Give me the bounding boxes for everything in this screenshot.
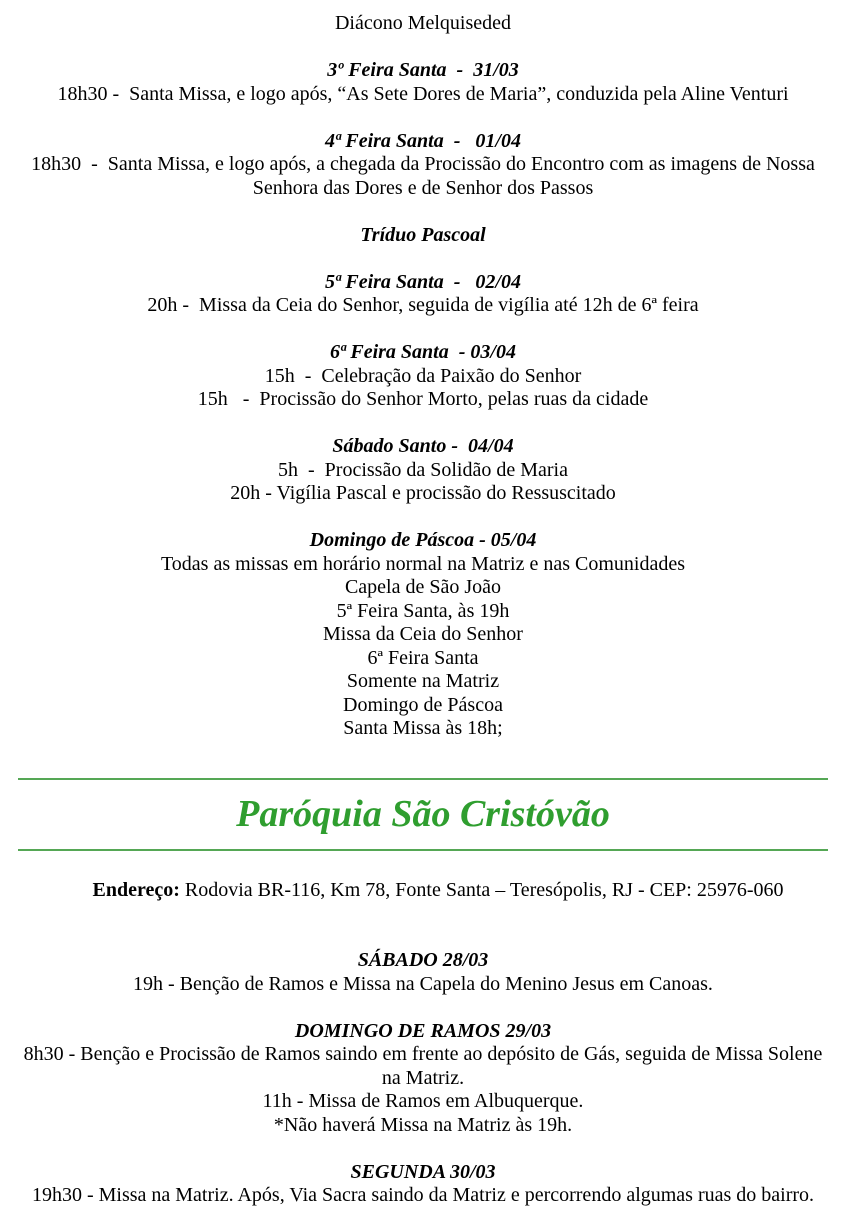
section-heading: 6ª Feira Santa - 03/04 [330, 341, 516, 363]
holy-week-schedule [18, 36, 828, 741]
schedule-line: Todas as missas em horário normal na Matriz e nas Comunidades [160, 552, 686, 575]
schedule-line: 5ª Feira Santa, às 19h [336, 599, 510, 622]
spacer [18, 106, 828, 130]
section-heading: SÁBADO 28/03 [357, 949, 489, 971]
schedule-line: 8h30 - Benção e Procissão de Ramos saindo em frente ao depósito de Gás, seguida de Missa Solene na Matriz. [23, 1043, 828, 1089]
schedule-line: 20h - Vigília Pascal e procissão do Ressuscitado [230, 482, 616, 504]
spacer [18, 200, 828, 224]
schedule-line: Santa Missa às 18h; [343, 717, 503, 739]
section-heading: Domingo de Páscoa - 05/04 [309, 529, 537, 551]
schedule-line: 19h30 - Missa na Matriz. Após, Via Sacra saindo da Matriz e percorrendo algumas ruas do bairro. [31, 1184, 815, 1206]
section-heading: Tríduo Pascoal [360, 223, 486, 246]
schedule-line: Domingo de Páscoa [343, 693, 503, 716]
spacer [18, 926, 828, 950]
intro-line: Diácono Melquiseded [334, 12, 512, 34]
spacer [18, 1137, 828, 1161]
section-heading: Sábado Santo - 04/04 [332, 435, 514, 457]
schedule-line: 15h - Procissão do Senhor Morto, pelas ruas da cidade [197, 388, 649, 410]
spacer [18, 247, 828, 271]
spacer [18, 506, 828, 530]
schedule-line: 20h - Missa da Ceia do Senhor, seguida de vigília até 12h de 6ª feira [147, 294, 699, 316]
spacer [18, 36, 828, 60]
schedule-line: *Não haverá Missa na Matriz às 19h. [273, 1113, 573, 1136]
address-line [18, 851, 828, 926]
schedule-line: Missa da Ceia do Senhor [323, 623, 523, 645]
section-heading: DOMINGO DE RAMOS 29/03 [294, 1019, 552, 1042]
schedule-line: 15h - Celebração da Paixão do Senhor [264, 364, 582, 387]
section-heading: 5ª Feira Santa - 02/04 [325, 270, 521, 293]
schedule-line: 19h - Benção de Ramos e Missa na Capela do Menino Jesus em Canoas. [133, 972, 713, 995]
schedule-line: 6ª Feira Santa [367, 646, 479, 669]
section-heading: 4ª Feira Santa - 01/04 [325, 129, 521, 152]
spacer [18, 318, 828, 342]
section-heading: SEGUNDA 30/03 [350, 1160, 496, 1183]
section-heading: 3º Feira Santa - 31/03 [327, 59, 519, 81]
address-text: Rodovia BR-116, Km 78, Fonte Santa – Teresópolis, RJ - CEP: 25976-060 [179, 878, 784, 901]
schedule-line: Somente na Matriz [346, 670, 500, 692]
address-label: Endereço: [92, 878, 180, 901]
spacer [18, 412, 828, 436]
parish-header [18, 778, 828, 851]
parish-title: Paróquia São Cristóvão [236, 793, 610, 835]
schedule-line: 18h30 - Santa Missa, e logo após, “As Sete Dores de Maria”, conduzida pela Aline Venturi [57, 82, 789, 105]
schedule-line: 18h30 - Santa Missa, e logo após, a chegada da Procissão do Encontro com as imagens de Nossa Senhora das Dores e de Senhor dos Passos [31, 153, 820, 199]
schedule-line: 5h - Procissão da Solidão de Maria [278, 458, 568, 481]
schedule-line: Capela de São João [344, 576, 502, 598]
spacer [18, 996, 828, 1020]
schedule-line: 11h - Missa de Ramos em Albuquerque. [262, 1090, 584, 1112]
parish-schedule [18, 926, 828, 1208]
